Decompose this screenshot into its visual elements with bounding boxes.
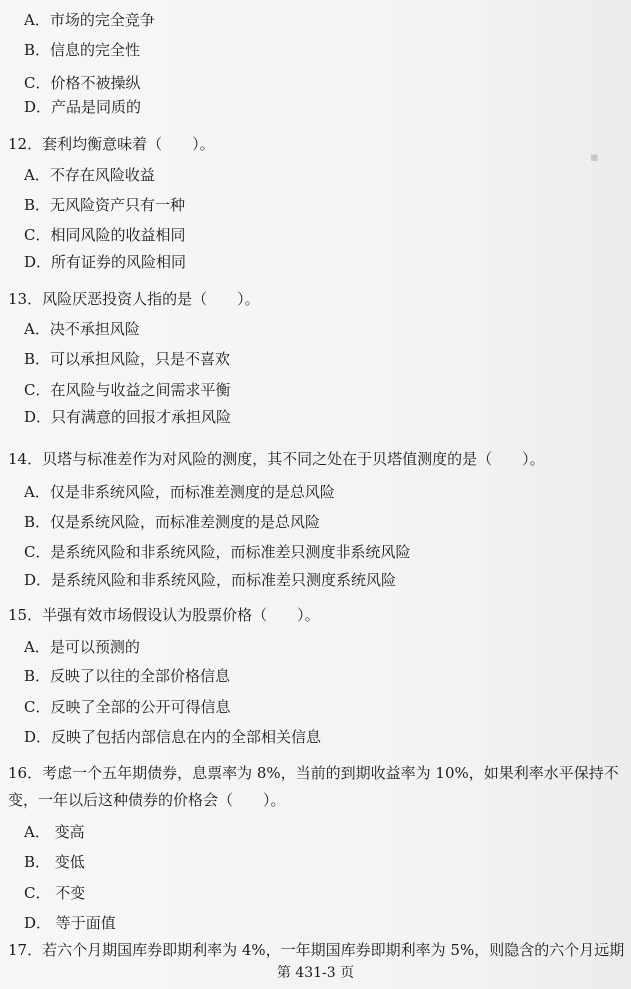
q13-option-a: A．决不承担风险 (24, 320, 140, 338)
q14-stem: 14．贝塔与标准差作为对风险的测度，其不同之处在于贝塔值测度的是（ ）。 (8, 450, 545, 468)
q15-option-c: C．反映了全部的公开可得信息 (24, 698, 231, 716)
q13-option-c: C．在风险与收益之间需求平衡 (24, 381, 231, 399)
q13-option-d: D．只有满意的回报才承担风险 (24, 408, 232, 426)
q11-option-d: D．产品是同质的 (24, 98, 142, 116)
q12-option-b: B．无风险资产只有一种 (24, 196, 186, 214)
q16-option-c: C． 不变 (24, 884, 86, 902)
q14-option-c: C．是系统风险和非系统风险，而标准差只测度非系统风险 (24, 543, 411, 561)
q11-option-a: A．市场的完全竞争 (24, 11, 155, 29)
q16-option-a: A． 变高 (24, 823, 85, 841)
q11-option-b: B．信息的完全性 (24, 41, 141, 59)
q14-option-b: B．仅是系统风险，而标准差测度的是总风险 (24, 513, 321, 531)
page-number: 第 431-3 页 (276, 965, 355, 981)
q15-option-a: A．是可以预测的 (24, 638, 140, 656)
bleed-through-mark: ▪ (590, 150, 599, 165)
q16-option-b: B． 变低 (24, 853, 85, 871)
q12-stem: 12．套利均衡意味着（ ）。 (8, 135, 215, 153)
q12-option-a: A．不存在风险收益 (24, 166, 155, 184)
q17-stem-line1: 17．若六个月期国库券即期利率为 4%，一年期国库券即期利率为 5%，则隐含的六个月远期 (8, 941, 625, 959)
q14-option-d: D．是系统风险和非系统风险，而标准差只测度系统风险 (24, 571, 397, 589)
q12-option-d: D．所有证券的风险相同 (24, 253, 187, 271)
q16-stem-line1: 16．考虑一个五年期债券，息票率为 8%，当前的到期收益率为 10%，如果利率水平保持不 (8, 764, 619, 782)
q13-stem: 13．风险厌恶投资人指的是（ ）。 (8, 290, 260, 308)
q11-option-c: C．价格不被操纵 (24, 74, 141, 92)
q14-option-a: A．仅是非系统风险，而标准差测度的是总风险 (24, 483, 335, 501)
q15-option-d: D．反映了包括内部信息在内的全部相关信息 (24, 728, 322, 746)
q15-stem: 15．半强有效市场假设认为股票价格（ ）。 (8, 606, 320, 624)
q13-option-b: B．可以承担风险，只是不喜欢 (24, 350, 231, 368)
q15-option-b: B．反映了以往的全部价格信息 (24, 667, 231, 685)
q16-stem-line2: 变，一年以后这种债券的价格会（ ）。 (8, 791, 286, 809)
q12-option-c: C．相同风险的收益相同 (24, 226, 186, 244)
q16-option-d: D． 等于面值 (24, 914, 116, 932)
